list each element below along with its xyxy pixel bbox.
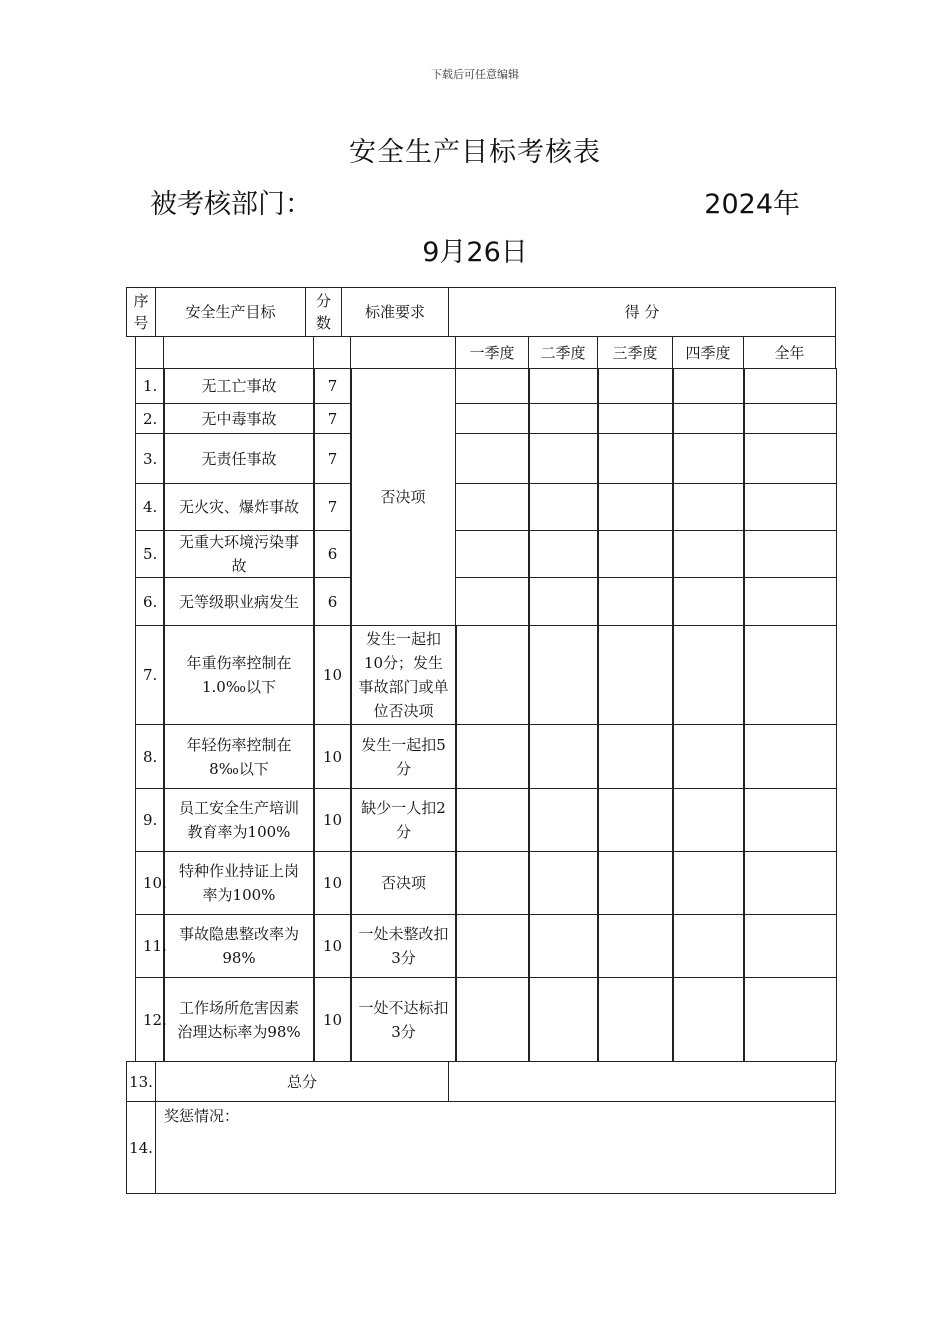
score-cell-q2 xyxy=(528,851,599,915)
row-score: 10 xyxy=(313,625,352,725)
page-title: 安全生产目标考核表 xyxy=(349,137,601,168)
row-number: 1. xyxy=(135,368,165,404)
row-standard: 发生一起扣5分 xyxy=(350,724,457,789)
header-score: 分数 xyxy=(305,287,342,337)
row-goal: 无工亡事故 xyxy=(163,368,315,404)
row-goal: 无等级职业病发生 xyxy=(163,577,315,626)
score-cell-q3 xyxy=(597,724,674,789)
header-year: 全年 xyxy=(743,336,836,369)
row-goal: 工作场所危害因素治理达标率为98% xyxy=(163,977,315,1062)
score-cell-year xyxy=(743,788,837,852)
score-cell-q1 xyxy=(455,724,530,789)
row-score: 10 xyxy=(313,851,352,915)
score-cell-year xyxy=(743,914,837,978)
date-month-day: 9月26日 xyxy=(422,237,528,268)
score-cell-q4 xyxy=(672,483,745,531)
header-result: 得 分 xyxy=(448,287,836,337)
header-standard: 标准要求 xyxy=(341,287,449,337)
total-no: 13. xyxy=(126,1061,156,1102)
score-cell-q1 xyxy=(455,851,530,915)
row-number: 8. xyxy=(135,724,165,789)
row-number: 2. xyxy=(135,403,165,434)
row-number: 11. xyxy=(135,914,165,978)
score-cell-q2 xyxy=(528,530,599,578)
row-standard: 一处不达标扣3分 xyxy=(350,977,457,1062)
score-cell-year xyxy=(743,403,837,434)
date-year: 2024年 xyxy=(704,189,800,220)
score-cell-q3 xyxy=(597,914,674,978)
row-goal: 年轻伤率控制在8‰以下 xyxy=(163,724,315,789)
header-goal: 安全生产目标 xyxy=(155,287,306,337)
score-cell-q2 xyxy=(528,914,599,978)
row-score: 7 xyxy=(313,483,352,531)
score-cell-q2 xyxy=(528,368,599,404)
row-number: 12. xyxy=(135,977,165,1062)
total-label: 总分 xyxy=(155,1061,449,1102)
score-cell-q1 xyxy=(455,625,530,725)
dept-label: 被考核部门： xyxy=(150,189,312,220)
score-cell-q2 xyxy=(528,788,599,852)
row-goal: 员工安全生产培训教育率为100% xyxy=(163,788,315,852)
score-cell-year xyxy=(743,724,837,789)
total-value xyxy=(448,1061,836,1102)
score-cell-q3 xyxy=(597,577,674,626)
score-cell-q1 xyxy=(455,977,530,1062)
score-cell-q1 xyxy=(455,433,530,484)
score-cell-year xyxy=(743,530,837,578)
score-cell-q4 xyxy=(672,368,745,404)
header-q3: 三季度 xyxy=(597,336,673,369)
score-cell-q4 xyxy=(672,914,745,978)
reward-no: 14. xyxy=(126,1101,156,1194)
row-score: 7 xyxy=(313,403,352,434)
row-number: 3. xyxy=(135,433,165,484)
header-q2: 二季度 xyxy=(528,336,598,369)
score-cell-q2 xyxy=(528,625,599,725)
subheader-blank-goal xyxy=(163,336,314,369)
score-cell-q1 xyxy=(455,483,530,531)
score-cell-q4 xyxy=(672,788,745,852)
subheader-blank-no xyxy=(135,336,164,369)
score-cell-year xyxy=(743,625,837,725)
row-standard: 一处未整改扣3分 xyxy=(350,914,457,978)
score-cell-year xyxy=(743,433,837,484)
score-cell-q3 xyxy=(597,433,674,484)
score-cell-q3 xyxy=(597,625,674,725)
row-score: 6 xyxy=(313,577,352,626)
row-number: 4. xyxy=(135,483,165,531)
subheader-blank-standard xyxy=(350,336,456,369)
subheader-blank-score xyxy=(313,336,351,369)
row-standard: 缺少一人扣2分 xyxy=(350,788,457,852)
page-header: 下载后可任意编辑 xyxy=(431,68,519,81)
score-cell-q4 xyxy=(672,724,745,789)
score-cell-q4 xyxy=(672,625,745,725)
row-score: 7 xyxy=(313,433,352,484)
score-cell-year xyxy=(743,851,837,915)
row-number: 10. xyxy=(135,851,165,915)
score-cell-year xyxy=(743,483,837,531)
score-cell-year xyxy=(743,368,837,404)
score-cell-q4 xyxy=(672,530,745,578)
row-goal: 无火灾、爆炸事故 xyxy=(163,483,315,531)
score-cell-year xyxy=(743,577,837,626)
score-cell-q2 xyxy=(528,433,599,484)
score-cell-q2 xyxy=(528,977,599,1062)
score-cell-q4 xyxy=(672,851,745,915)
row-goal: 无重大环境污染事故 xyxy=(163,530,315,578)
score-cell-q3 xyxy=(597,788,674,852)
score-cell-q2 xyxy=(528,724,599,789)
header-q1: 一季度 xyxy=(455,336,529,369)
row-number: 6. xyxy=(135,577,165,626)
score-cell-q3 xyxy=(597,368,674,404)
row-number: 5. xyxy=(135,530,165,578)
score-cell-q4 xyxy=(672,577,745,626)
row-number: 7. xyxy=(135,625,165,725)
reward-label: 奖惩情况： xyxy=(155,1101,836,1194)
row-score: 10 xyxy=(313,788,352,852)
score-cell-q2 xyxy=(528,403,599,434)
row-score: 7 xyxy=(313,368,352,404)
row-score: 6 xyxy=(313,530,352,578)
row-goal: 事故隐患整改率为98% xyxy=(163,914,315,978)
score-cell-year xyxy=(743,977,837,1062)
score-cell-q3 xyxy=(597,483,674,531)
score-cell-q2 xyxy=(528,483,599,531)
row-goal: 无责任事故 xyxy=(163,433,315,484)
score-cell-q1 xyxy=(455,788,530,852)
score-cell-q4 xyxy=(672,433,745,484)
score-cell-q1 xyxy=(455,914,530,978)
header-no: 序号 xyxy=(126,287,156,337)
row-standard: 发生一起扣10分；发生事故部门或单位否决项 xyxy=(350,625,457,725)
row-score: 10 xyxy=(313,724,352,789)
row-goal: 特种作业持证上岗率为100% xyxy=(163,851,315,915)
row-standard: 否决项 xyxy=(350,851,457,915)
score-cell-q1 xyxy=(455,577,530,626)
score-cell-q2 xyxy=(528,577,599,626)
score-cell-q4 xyxy=(672,403,745,434)
header-q4: 四季度 xyxy=(672,336,744,369)
score-cell-q3 xyxy=(597,403,674,434)
score-cell-q1 xyxy=(455,530,530,578)
score-cell-q4 xyxy=(672,977,745,1062)
score-cell-q3 xyxy=(597,530,674,578)
row-number: 9. xyxy=(135,788,165,852)
row-score: 10 xyxy=(313,914,352,978)
row-goal: 年重伤率控制在1.0‰以下 xyxy=(163,625,315,725)
score-cell-q3 xyxy=(597,851,674,915)
score-cell-q3 xyxy=(597,977,674,1062)
row-score: 10 xyxy=(313,977,352,1062)
score-cell-q1 xyxy=(455,403,530,434)
row-goal: 无中毒事故 xyxy=(163,403,315,434)
score-cell-q1 xyxy=(455,368,530,404)
veto-standard-cell: 否决项 xyxy=(350,368,456,626)
